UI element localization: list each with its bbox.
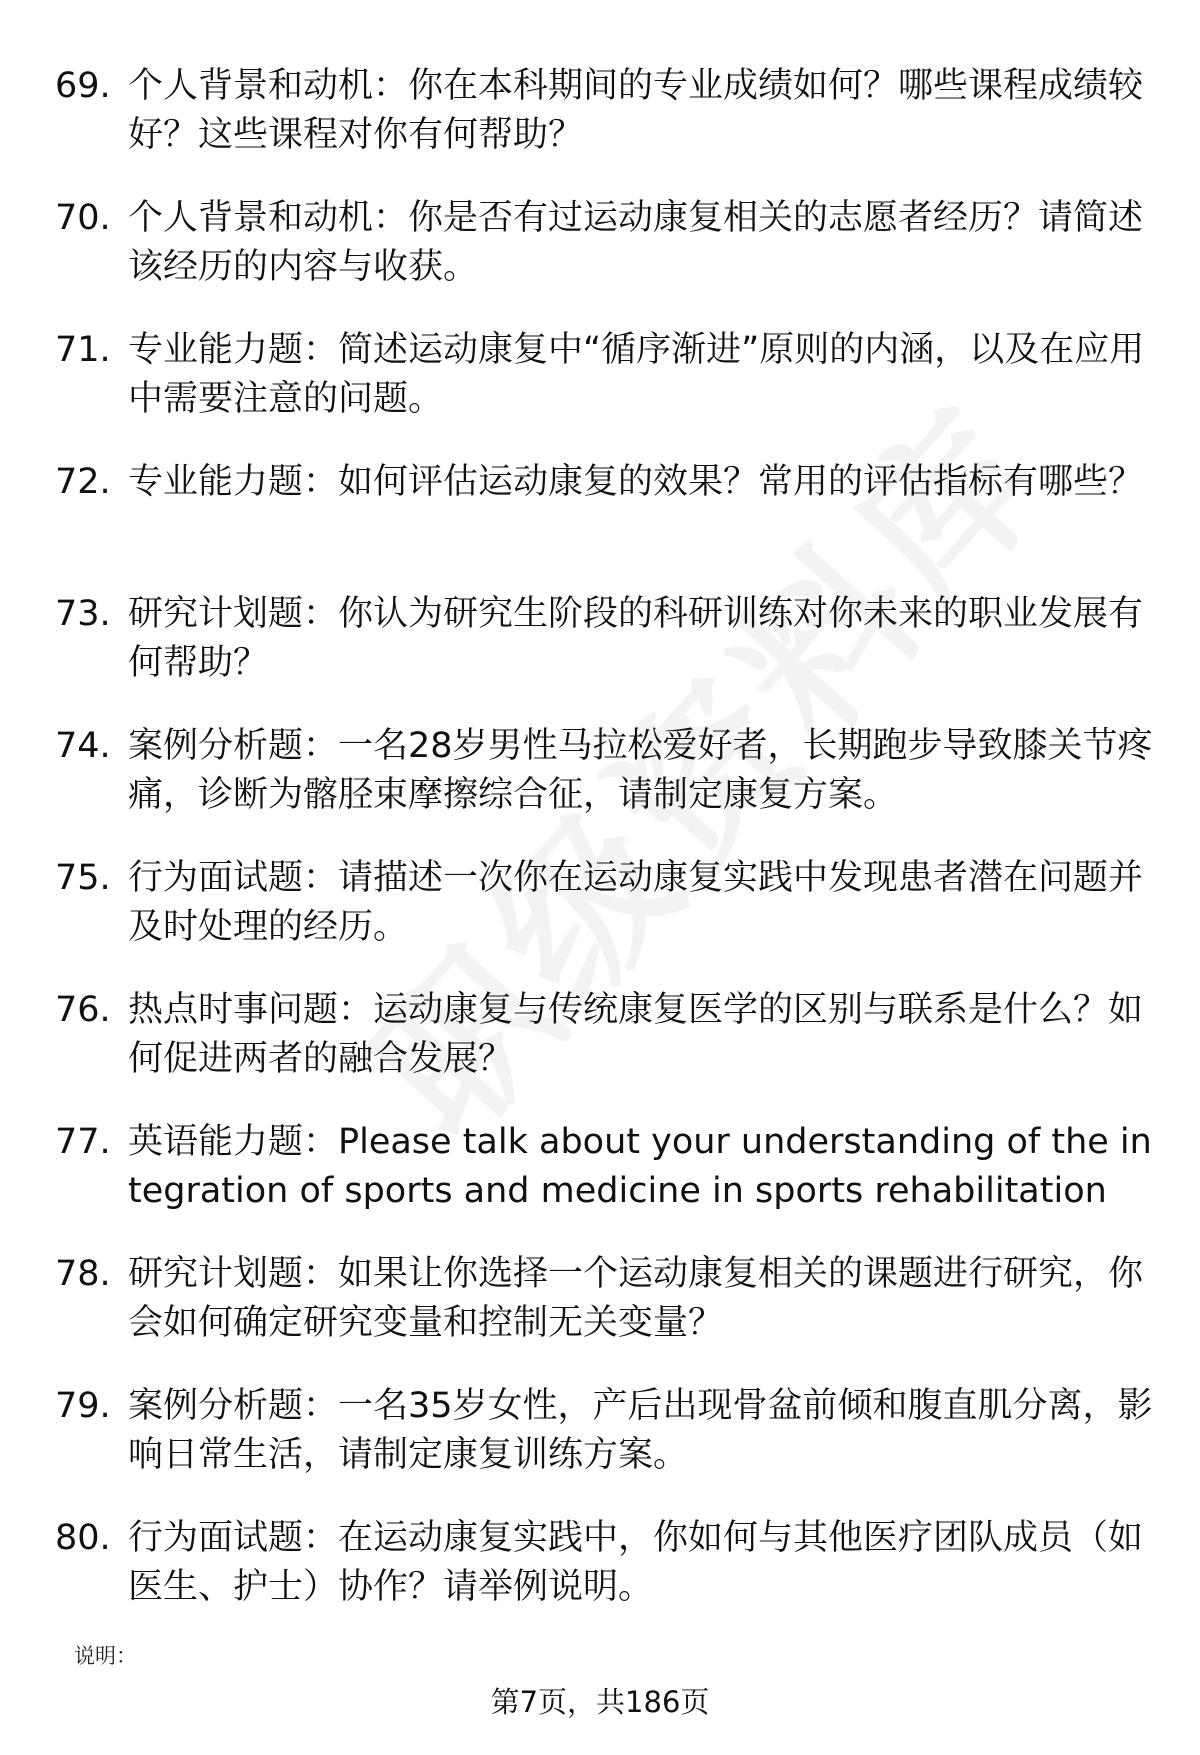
question-item bbox=[0, 1514, 1200, 1646]
question-number: 70. bbox=[55, 198, 111, 238]
question-text: 个人背景和动机：你是否有过运动康复相关的志愿者经历？请简述该经历的内容与收获。 bbox=[128, 198, 1144, 287]
question-text: 专业能力题：如何评估运动康复的效果？常用的评估指标有哪些？ bbox=[128, 462, 1144, 502]
question-text: 英语能力题：Please talk about your understanding of the integration of sports and medicine in sports rehabilitation bbox=[128, 1122, 1152, 1211]
question-text: 行为面试题：在运动康复实践中，你如何与其他医疗团队成员（如医生、护士）协作？请举例说明。 bbox=[128, 1518, 1144, 1607]
note-label: 说明： bbox=[74, 1644, 137, 1668]
question-text: 案例分析题：一名28岁男性马拉松爱好者，长期跑步导致膝关节疼痛，诊断为髂胫束摩擦综合征，请制定康复方案。 bbox=[128, 726, 1153, 815]
question-text: 个人背景和动机：你在本科期间的专业成绩如何？哪些课程成绩较好？这些课程对你有何帮助？ bbox=[128, 66, 1144, 155]
question-text: 热点时事问题：运动康复与传统康复医学的区别与联系是什么？如何促进两者的融合发展？ bbox=[128, 990, 1144, 1079]
page-number: 第7页，共186页 bbox=[490, 1685, 710, 1719]
question-item bbox=[0, 62, 1200, 194]
question-item bbox=[0, 722, 1200, 854]
question-number: 72. bbox=[55, 462, 111, 502]
question-number: 76. bbox=[55, 990, 111, 1030]
question-item bbox=[0, 194, 1200, 326]
question-number: 71. bbox=[55, 330, 111, 370]
question-item bbox=[0, 326, 1200, 458]
question-item bbox=[0, 1118, 1200, 1250]
question-item bbox=[0, 458, 1200, 590]
question-item bbox=[0, 986, 1200, 1118]
question-number: 80. bbox=[55, 1518, 111, 1558]
question-item bbox=[0, 1382, 1200, 1514]
question-item bbox=[0, 590, 1200, 722]
question-text: 研究计划题：如果让你选择一个运动康复相关的课题进行研究，你会如何确定研究变量和控制无关变量？ bbox=[128, 1254, 1144, 1343]
question-text: 专业能力题：简述运动康复中“循序渐进”原则的内涵，以及在应用中需要注意的问题。 bbox=[128, 330, 1145, 419]
question-number: 75. bbox=[55, 858, 111, 898]
question-item bbox=[0, 1250, 1200, 1382]
question-item bbox=[0, 854, 1200, 986]
question-number: 69. bbox=[55, 66, 111, 106]
question-number: 78. bbox=[55, 1254, 111, 1294]
question-number: 73. bbox=[55, 594, 111, 634]
question-number: 74. bbox=[55, 726, 111, 766]
question-text: 研究计划题：你认为研究生阶段的科研训练对你未来的职业发展有何帮助？ bbox=[128, 594, 1144, 683]
question-number: 77. bbox=[55, 1122, 111, 1162]
question-text: 行为面试题：请描述一次你在运动康复实践中发现患者潜在问题并及时处理的经历。 bbox=[128, 858, 1144, 947]
question-number: 79. bbox=[55, 1386, 111, 1426]
question-list bbox=[0, 62, 1200, 1646]
question-text: 案例分析题：一名35岁女性，产后出现骨盆前倾和腹直肌分离，影响日常生活，请制定康复训练方案。 bbox=[128, 1386, 1153, 1475]
